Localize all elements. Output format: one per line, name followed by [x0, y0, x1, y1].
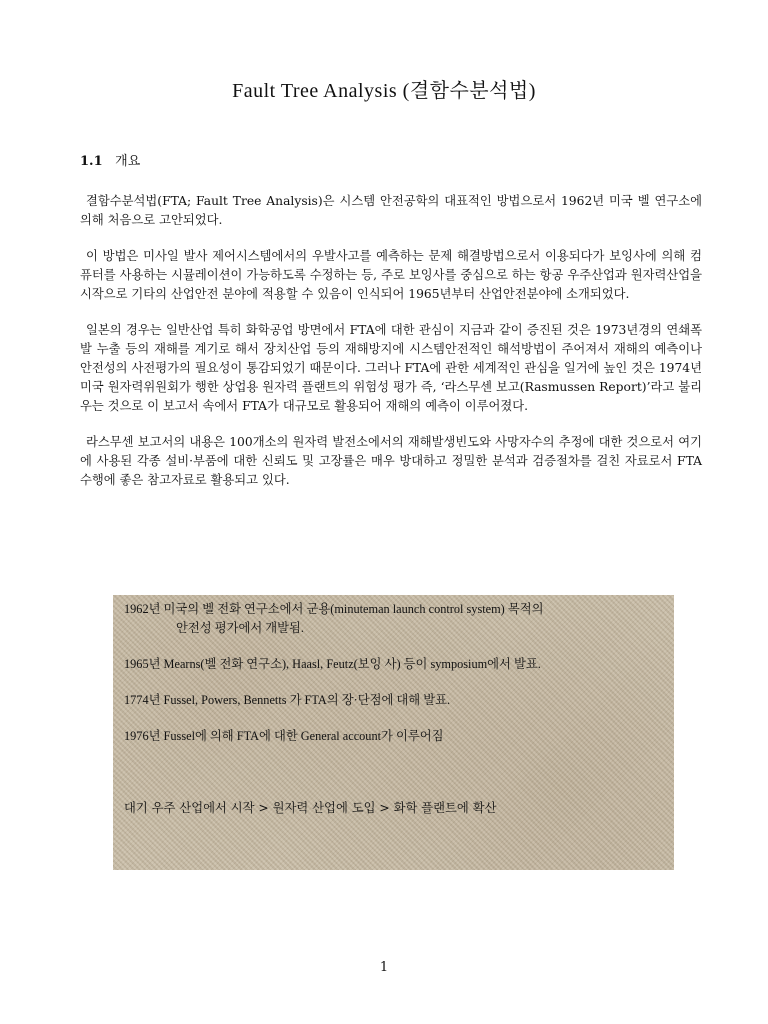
timeline-item	[124, 600, 664, 638]
timeline-item	[124, 691, 664, 710]
paragraph: 라스무센 보고서의 내용은 100개소의 원자력 발전소에서의 재해발생빈도와 사망자수의 추정에 대한 것으로서 여기에 사용된 각종 설비·부품에 대한 신뢰도 및 고장률은 매우 방대하고 정밀한 분석과 검증절차를 걸친 자료로서 FTA수행에 좋은 참고자료로 활용되고 있다.	[80, 435, 702, 487]
section-number: 1.1	[80, 154, 103, 169]
adoption-summary: 대기 우주 산업에서 시작 > 원자력 산업에 도입 > 화학 플랜트에 확산	[124, 801, 497, 815]
timeline-item-text: 1962년 미국의 벨 전화 연구소에서 군용(minuteman launch control system) 목적의	[124, 602, 544, 616]
timeline-item-text: 1774년 Fussel, Powers, Bennetts 가 FTA의 장·단점에 대해 발표.	[124, 693, 451, 707]
history-textbox	[113, 595, 674, 870]
timeline-item	[124, 655, 664, 674]
section-title: 개요	[115, 154, 141, 169]
paragraph: 이 방법은 미사일 발사 제어시스템에서의 우발사고를 예측하는 문제 해결방법으로서 이용되다가 보잉사에 의해 컴퓨터를 사용하는 시뮬레이션이 가능하도록 수정하는 등, 주로 보잉사를 중심으로 하는 항공 우주산업과 원자력산업을 시작으로 기타의 산업안전 분야에 적용할 수 있음이 인식되어 1965년부터 산업안전분야에 소개되었다.	[80, 249, 702, 301]
section-heading	[80, 150, 140, 169]
page-number: 1	[379, 960, 389, 975]
timeline-item	[124, 727, 664, 746]
timeline-item-text: 1965년 Mearns(벨 전화 연구소), Haasl, Feutz(보잉 사) 등이 symposium에서 발표.	[124, 657, 541, 671]
paragraph: 일본의 경우는 일반산업 특히 화학공업 방면에서 FTA에 대한 관심이 지금과 같이 증진된 것은 1973년경의 연쇄폭발 누출 등의 재해를 계기로 해서 장치산업 등의 재해방지에 시스템안전적인 해석방법이 주어져서 재해의 예측이나 안전성의 사전평가의 필요성이 통감되었기 때문이다. 그러나 FTA에 관한 세계적인 관심을 일거에 높인 것은 1974년 미국 원자력위원회가 행한 상업용 원자력 플랜트의 위험성 평가 즉, ‘라스무센 보고(Rasmussen Report)’라고 불리우는 것으로 이 보고서 속에서 FTA가 대규모로 활용되어 재해의 예측이 이루어졌다.	[80, 323, 702, 413]
paragraph: 결함수분석법(FTA; Fault Tree Analysis)은 시스템 안전공학의 대표적인 방법으로서 1962년 미국 벨 연구소에 의해 처음으로 고안되었다.	[80, 194, 702, 227]
document-title: Fault Tree Analysis (결함수분석법)	[232, 80, 536, 102]
body-text	[80, 192, 702, 490]
timeline-item-continuation: 안전성 평가에서 개발됨.	[176, 621, 305, 635]
timeline-item-text: 1976년 Fussel에 의해 FTA에 대한 General account가 이루어짐	[124, 729, 444, 743]
